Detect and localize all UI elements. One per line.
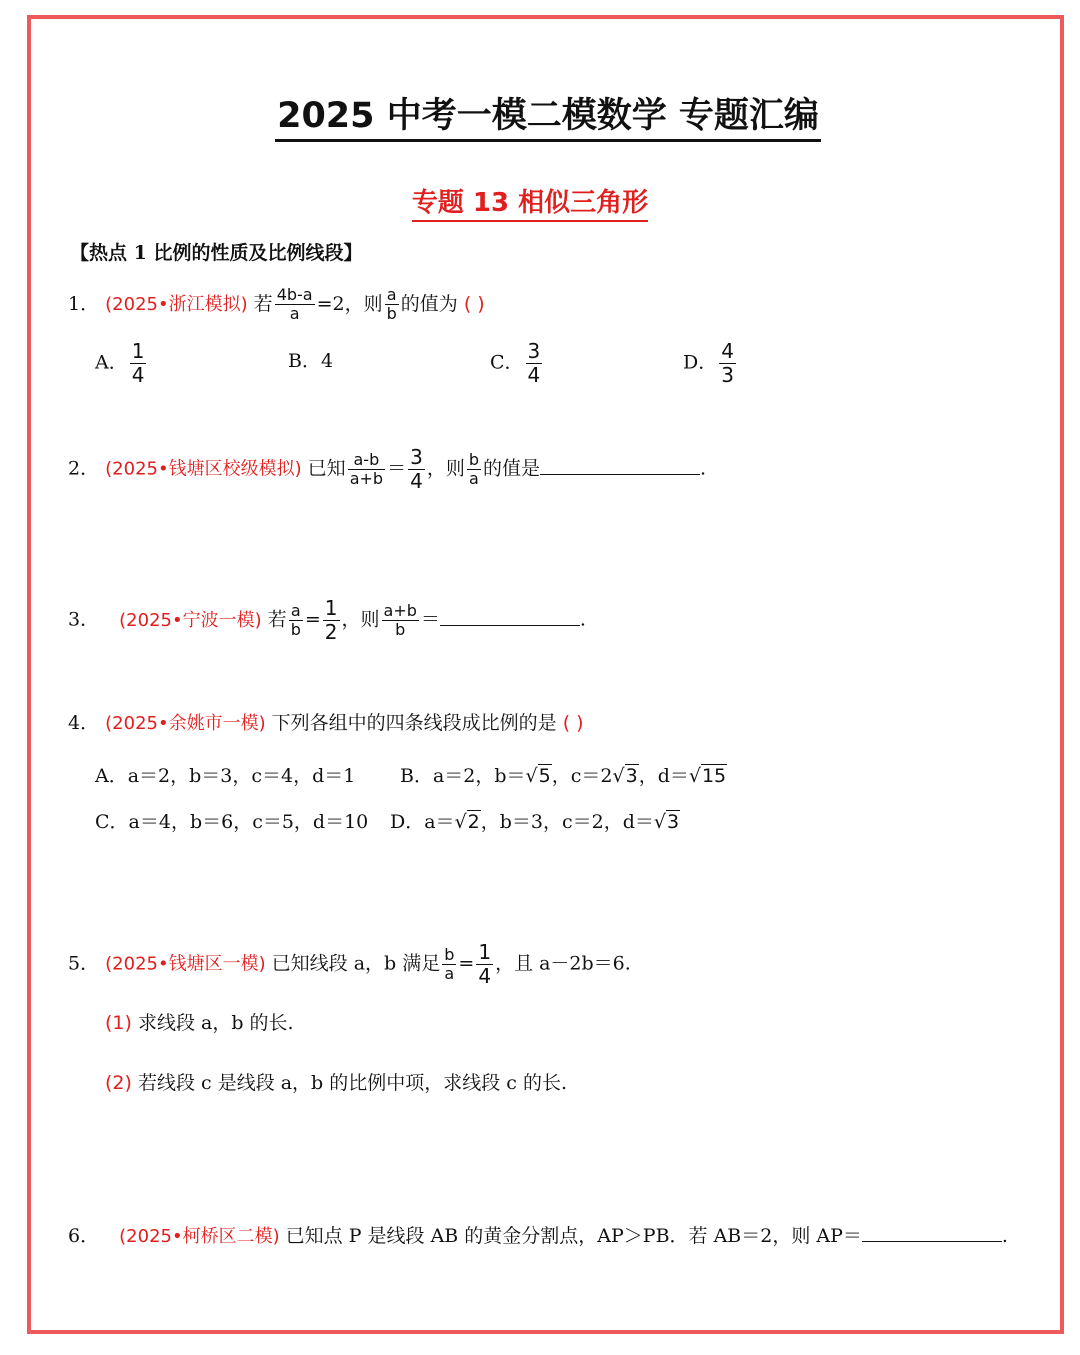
answer-blank[interactable]: [862, 1223, 1002, 1242]
fraction: $\frac{4b-a}{a}$: [276, 285, 313, 324]
question-2: 2． (2025•钱塘区校级模拟) 已知 $\frac{a-b}{a+b}$ ＝ $\frac{3}{4}$ ，则 $\frac{b}{a}$ 的值是 .: [68, 445, 707, 493]
option-d[interactable]: D．a＝√2，b＝3，c＝2，d＝√3: [390, 811, 680, 833]
question-number: 1．: [68, 292, 100, 315]
question-1: 1． (2025•浙江模拟) 若 $\frac{4b-a}{a}$ =2，则 $\frac{a}{b}$ 的值为 ( ): [68, 285, 485, 324]
fraction: $\frac{a}{b}$: [386, 285, 397, 324]
document-title: 2025 中考一模二模数学 专题汇编: [0, 88, 1080, 138]
question-4: 4． (2025•余姚市一模) 下列各组中的四条线段成比例的是 ( ): [68, 712, 584, 734]
option-a[interactable]: A．a＝2，b＝3，c＝4，d＝1: [95, 765, 356, 787]
question-source: (2025•钱塘区校级模拟): [105, 458, 302, 480]
answer-blank[interactable]: [540, 456, 700, 475]
option-b[interactable]: B．4: [288, 350, 334, 372]
option-a[interactable]: A． $\frac{1}{4}$: [95, 339, 145, 387]
option-b[interactable]: B．a＝2，b＝√5，c＝2√3，d＝√15: [400, 765, 727, 787]
question-source: (2025•宁波一模): [119, 609, 262, 631]
question-source: (2025•余姚市一模): [105, 713, 266, 734]
option-c[interactable]: C．a＝4，b＝6，c＝5，d＝10: [95, 811, 369, 833]
question-source: (2025•柯桥区二模): [119, 1226, 280, 1247]
answer-blank[interactable]: [440, 607, 580, 626]
question-6: 6． (2025•柯桥区二模) 已知点 P 是线段 AB 的黄金分割点，AP＞PB．若 AB＝2，则 AP＝ .: [68, 1225, 1008, 1247]
answer-bracket[interactable]: ( ): [463, 292, 485, 315]
option-d[interactable]: D． $\frac{4}{3}$: [683, 339, 734, 387]
question-5: 5． (2025•钱塘区一模) 已知线段 a，b 满足 $\frac{b}{a}$ = $\frac{1}{4}$ ，且 a－2b＝6.: [68, 940, 631, 988]
answer-bracket[interactable]: ( ): [562, 712, 584, 734]
sub-question-2: (2) 若线段 c 是线段 a，b 的比例中项，求线段 c 的长.: [105, 1072, 568, 1094]
section-heading: 【热点 1 比例的性质及比例线段】: [70, 242, 363, 264]
question-3: 3． (2025•宁波一模) 若 $\frac{a}{b}$ = $\frac{1}{2}$ ，则 $\frac{a+b}{b}$ ＝ .: [68, 596, 586, 644]
topic-subtitle: 专题 13 相似三角形: [0, 182, 1060, 219]
option-c[interactable]: C． $\frac{3}{4}$: [490, 339, 541, 387]
question-source: (2025•浙江模拟): [105, 293, 248, 315]
sub-question-1: (1) 求线段 a，b 的长.: [105, 1012, 294, 1034]
question-source: (2025•钱塘区一模): [105, 953, 266, 975]
